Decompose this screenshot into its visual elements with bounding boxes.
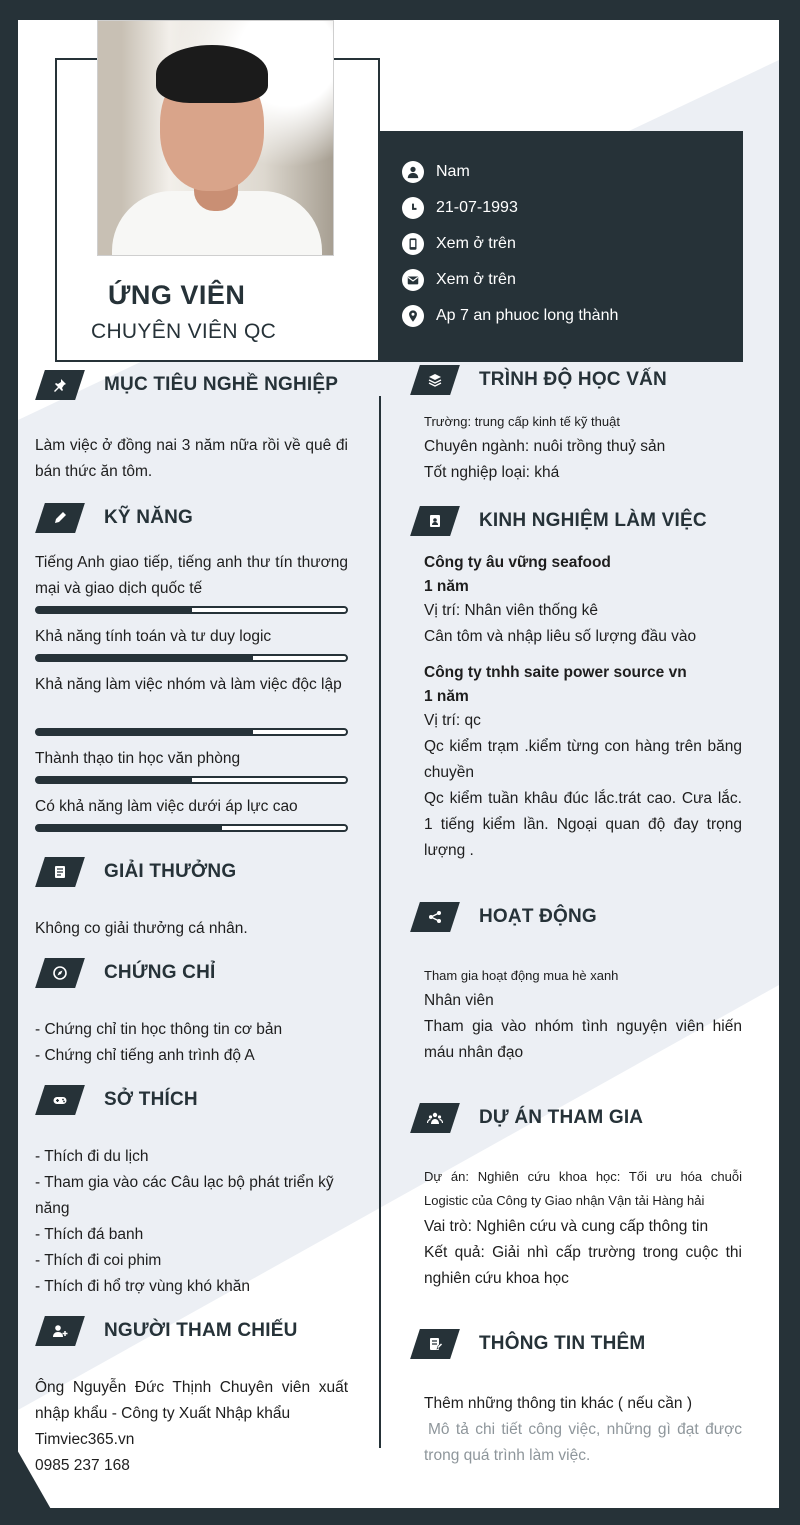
pencil-icon bbox=[35, 503, 85, 533]
skill-label: Thành thạo tin học văn phòng bbox=[35, 750, 241, 767]
info-email-value: Xem ở trên bbox=[436, 271, 516, 288]
project-name: Dự án: Nghiên cứu khoa học: Tối ưu hóa chuỗi Logistic của Công ty Giao nhận Vận tải Hàng hải bbox=[424, 1169, 742, 1208]
skill-label: Tiếng Anh giao tiếp, tiếng anh thư tín thương mại và giao dịch quốc tế bbox=[35, 554, 348, 597]
project-role: Vai trò: Nghiên cứu và cung cấp thông tin bbox=[424, 1218, 709, 1235]
education-major: Chuyên ngành: nuôi trồng thuỷ sản bbox=[424, 438, 666, 455]
location-icon bbox=[402, 305, 424, 327]
reference-site: Timviec365.vn bbox=[35, 1431, 135, 1448]
id-card-icon bbox=[410, 506, 460, 536]
section-extra-title: THÔNG TIN THÊM bbox=[479, 1333, 646, 1354]
personal-info-panel bbox=[380, 131, 743, 362]
extra-line: Thêm những thông tin khác ( nếu cần ) bbox=[424, 1395, 693, 1412]
cert-line: - Chứng chỉ tin học thông tin cơ bản bbox=[35, 1021, 283, 1038]
job-position: Vị trí: Nhân viên thống kê bbox=[424, 602, 599, 619]
section-experience-title: KINH NGHIỆM LÀM VIỆC bbox=[479, 510, 707, 531]
edit-document-icon bbox=[410, 1329, 460, 1359]
section-activities-heading bbox=[415, 902, 597, 932]
job-title: CHUYÊN VIÊN QC bbox=[91, 320, 277, 343]
skill-label: Có khả năng làm việc dưới áp lực cao bbox=[35, 798, 298, 815]
section-education-title: TRÌNH ĐỘ HỌC VẤN bbox=[479, 369, 667, 390]
hobby-line: - Thích đi coi phim bbox=[35, 1252, 162, 1269]
hobby-line: - Thích đi du lịch bbox=[35, 1148, 149, 1165]
section-objective-heading bbox=[40, 370, 338, 400]
section-hobbies-heading bbox=[40, 1085, 198, 1115]
section-awards-heading bbox=[40, 857, 236, 887]
section-certs-heading bbox=[40, 958, 216, 988]
skill-label: Khả năng tính toán và tư duy logic bbox=[35, 628, 272, 645]
hobby-line: - Thích đá banh bbox=[35, 1226, 144, 1243]
education-school: Trường: trung cấp kinh tế kỹ thuật bbox=[424, 414, 620, 429]
info-phone-value: Xem ở trên bbox=[436, 235, 516, 252]
section-references-title: NGƯỜI THAM CHIẾU bbox=[104, 1320, 298, 1341]
user-icon bbox=[402, 161, 424, 183]
section-hobbies-title: SỞ THÍCH bbox=[104, 1089, 198, 1110]
info-phone bbox=[402, 233, 516, 255]
objective-text: Làm việc ở đồng nai 3 năm nữa rồi về quê đi bán thức ăn tôm. bbox=[35, 437, 348, 480]
phone-icon bbox=[402, 233, 424, 255]
hobby-line: - Thích đi hổ trợ vùng khó khăn bbox=[35, 1278, 250, 1295]
section-objective-title: MỤC TIÊU NGHỀ NGHIỆP bbox=[104, 374, 339, 395]
job-company: Công ty âu vững seafood bbox=[424, 554, 611, 571]
skill-bar bbox=[35, 606, 348, 614]
section-projects-title: DỰ ÁN THAM GIA bbox=[479, 1107, 644, 1128]
section-activities-title: HOẠT ĐỘNG bbox=[479, 906, 597, 927]
info-gender-value: Nam bbox=[436, 163, 470, 180]
info-address-value: Ap 7 an phuoc long thành bbox=[436, 307, 619, 324]
compass-icon bbox=[35, 958, 85, 988]
reference-text: Ông Nguyễn Đức Thịnh Chuyên viên xuất nhập khẩu - Công ty Xuất Nhập khẩu bbox=[35, 1379, 348, 1422]
job-description: Qc kiểm trạm .kiểm từng con hàng trên băng chuyền bbox=[424, 738, 742, 781]
section-certs-title: CHỨNG CHỈ bbox=[104, 962, 216, 983]
project-result: Kết quả: Giải nhì cấp trường trong cuộc thi nghiên cứu khoa học bbox=[424, 1244, 742, 1287]
extra-hint: Mô tả chi tiết công việc, những gì đạt được trong quá trình làm việc. bbox=[424, 1421, 742, 1464]
section-experience-heading bbox=[415, 506, 707, 536]
skill-bar bbox=[35, 776, 348, 784]
mail-icon bbox=[402, 269, 424, 291]
section-skills-heading bbox=[40, 503, 193, 533]
activity-description: Tham gia vào nhóm tình nguyện viên hiến máu nhân đạo bbox=[424, 1018, 742, 1061]
group-icon bbox=[410, 1103, 460, 1133]
column-divider bbox=[379, 396, 381, 1448]
section-projects-heading bbox=[415, 1103, 643, 1133]
reference-phone: 0985 237 168 bbox=[35, 1457, 130, 1474]
education-grade: Tốt nghiệp loại: khá bbox=[424, 464, 560, 481]
info-birthday bbox=[402, 197, 518, 219]
job-duration: 1 năm bbox=[424, 688, 469, 705]
section-extra-heading bbox=[415, 1329, 645, 1359]
section-awards-title: GIẢI THƯỞNG bbox=[104, 861, 237, 882]
job-description: Cân tôm và nhập liêu số lượng đầu vào bbox=[424, 628, 697, 645]
skill-label: Khả năng làm việc nhóm và làm việc độc lập bbox=[35, 676, 342, 693]
job-duration: 1 năm bbox=[424, 578, 469, 595]
skill-bar bbox=[35, 654, 348, 662]
activity-name: Tham gia hoạt động mua hè xanh bbox=[424, 968, 619, 983]
cert-line: - Chứng chỉ tiếng anh trình độ A bbox=[35, 1047, 255, 1064]
candidate-label: ỨNG VIÊN bbox=[108, 280, 246, 310]
layers-icon bbox=[410, 365, 460, 395]
awards-text: Không co giải thưởng cá nhân. bbox=[35, 920, 248, 937]
hobby-line: - Tham gia vào các Câu lạc bộ phát triển kỹ năng bbox=[35, 1174, 334, 1217]
clock-icon bbox=[402, 197, 424, 219]
section-education-heading bbox=[415, 365, 667, 395]
info-birthday-value: 21-07-1993 bbox=[436, 199, 518, 216]
info-gender bbox=[402, 161, 470, 183]
document-icon bbox=[35, 857, 85, 887]
activity-role: Nhân viên bbox=[424, 992, 494, 1009]
job-position: Vị trí: qc bbox=[424, 712, 481, 729]
info-email bbox=[402, 269, 516, 291]
section-references-heading bbox=[40, 1316, 298, 1346]
profile-photo bbox=[97, 20, 334, 256]
job-description-2: Qc kiểm tuần khâu đúc lắc.trát cao. Cưa lắc. 1 tiếng kiểm lần. Ngoại quan độ đay trọng lượng . bbox=[424, 790, 742, 859]
skill-bar bbox=[35, 824, 348, 832]
user-add-icon bbox=[35, 1316, 85, 1346]
pin-icon bbox=[35, 370, 85, 400]
info-address bbox=[402, 305, 618, 327]
job-company: Công ty tnhh saite power source vn bbox=[424, 664, 687, 681]
section-skills-title: KỸ NĂNG bbox=[104, 507, 194, 528]
share-icon bbox=[410, 902, 460, 932]
skill-bar bbox=[35, 728, 348, 736]
gamepad-icon bbox=[35, 1085, 85, 1115]
